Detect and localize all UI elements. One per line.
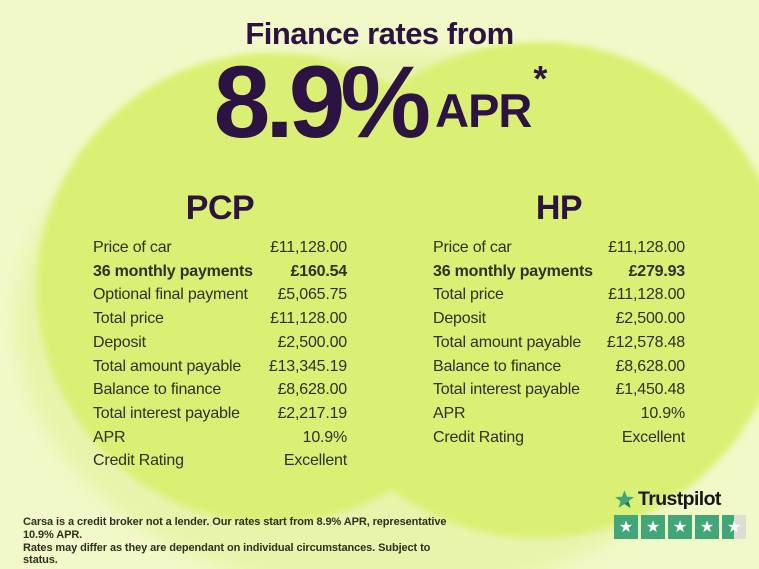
finance-row-value: £11,128.00 [270,310,347,328]
finance-row [93,426,347,450]
finance-row [93,307,347,331]
finance-row-value: £11,128.00 [608,286,685,304]
star-icon: ★ [672,517,688,536]
finance-row-label: 36 monthly payments [433,262,593,280]
banner-title: Finance rates from [245,16,514,51]
finance-row-label: Total amount payable [433,333,582,351]
pcp-heading: PCP [185,189,255,227]
finance-row-value: 10.9% [640,404,685,422]
finance-row [433,260,685,284]
finance-row-value: £13,345.19 [268,357,347,375]
finance-row-label: Balance to finance [93,381,222,399]
finance-row-label: Total amount payable [93,357,242,375]
star-icon: ★ [726,517,742,536]
trustpilot-rating-star [668,515,692,539]
finance-row-label: Price of car [93,239,172,256]
finance-row-value: £2,500.00 [277,333,347,351]
finance-row-value: £8,628.00 [615,357,685,375]
finance-row [93,236,347,260]
trustpilot-label: Trustpilot [638,488,721,510]
finance-row [433,402,685,426]
star-icon: ★ [699,517,715,536]
hero-rate [0,45,759,159]
trustpilot-rating-star [614,515,638,539]
finance-row [93,260,347,284]
trustpilot-rating-star [641,515,665,539]
finance-row [93,331,347,355]
trustpilot-star-rating [614,515,748,539]
finance-row-value: £11,128.00 [608,239,685,256]
hp-heading: HP [535,189,583,227]
disclaimer-line-2: Rates may differ as they are dependant on individual circumstances. Subject to status. [23,541,431,567]
finance-row-value: £279.93 [628,262,685,280]
star-icon: ★ [645,517,661,536]
finance-row-value: £5,065.75 [277,286,347,304]
finance-row [433,426,685,450]
trustpilot-rating-star [722,515,746,539]
finance-row [93,402,347,426]
finance-row-label: APR [93,428,126,446]
pcp-section [93,189,347,473]
finance-row [93,355,347,379]
asterisk-note-symbol: * [533,58,548,99]
hp-section [433,189,685,449]
hp-table [433,236,685,449]
finance-row-value: Excellent [621,428,685,446]
finance-row [93,283,347,307]
finance-row-label: Total interest payable [93,404,240,422]
finance-row-label: Total interest payable [433,381,580,399]
finance-row-label: Total price [93,310,164,328]
finance-row [93,378,347,402]
trustpilot-widget [614,488,748,539]
finance-row [433,236,685,260]
finance-row-value: 10.9% [302,428,347,446]
star-icon: ★ [618,517,634,536]
finance-row [433,307,685,331]
finance-row-label: APR [433,404,466,422]
finance-row-label: Credit Rating [433,428,524,446]
finance-row-label: Balance to finance [433,357,562,375]
disclaimer-line-1: Carsa is a credit broker not a lender. Our rates start from 8.9% APR, representative 10.9% APR. [23,516,447,541]
finance-row-label: Deposit [93,333,146,351]
finance-row-value: £8,628.00 [277,381,347,399]
trustpilot-rating-star [695,515,719,539]
hero-rate-value: 8.9% [213,45,427,159]
finance-row-label: Optional final payment [93,286,248,304]
finance-row [93,449,347,473]
finance-row [433,355,685,379]
finance-row-value: Excellent [283,452,347,470]
finance-row [433,331,685,355]
finance-row [433,283,685,307]
finance-row-value: £12,578.48 [606,333,685,351]
pcp-table [93,236,347,473]
trustpilot-star-icon [614,489,635,510]
disclaimer-text [23,516,453,567]
finance-row-value: £11,128.00 [270,239,347,256]
finance-row-label: 36 monthly payments [93,262,253,280]
trustpilot-logo [614,488,748,511]
hero-rate-unit: APR [435,84,532,137]
finance-row-value: £2,217.19 [277,404,347,422]
finance-row [433,378,685,402]
finance-row-value: £2,500.00 [615,310,685,328]
finance-row-label: Total price [433,286,504,304]
finance-row-value: £160.54 [290,262,347,280]
finance-row-label: Deposit [433,310,486,328]
finance-row-label: Price of car [433,239,512,256]
finance-row-value: £1,450.48 [615,381,685,399]
finance-row-label: Credit Rating [93,452,184,470]
